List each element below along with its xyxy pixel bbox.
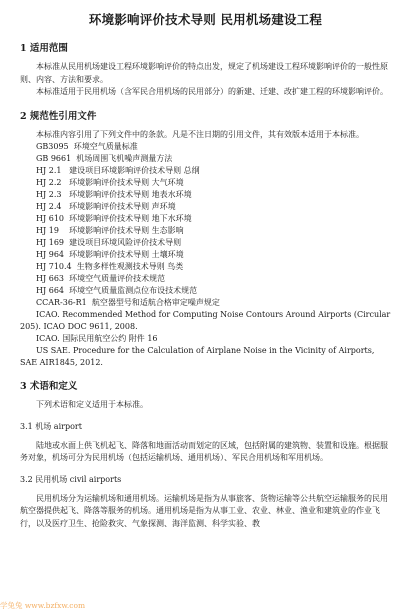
- reference-code: CCAR-36-R1: [36, 298, 87, 307]
- reference-item: [36, 261, 391, 273]
- reference-code: HJ 2.4: [36, 202, 62, 211]
- reference-item: [36, 225, 391, 237]
- reference-title: 环境影响评价技术导则 地表水环境: [69, 190, 192, 199]
- reference-title: 环境影响评价技术导则 声环境: [69, 202, 176, 211]
- reference-title: 环境空气质量标准: [73, 142, 138, 151]
- reference-item: [36, 189, 391, 201]
- reference-code: HJ 19: [36, 226, 59, 235]
- reference-item: [36, 177, 391, 189]
- reference-sae-air1845: US SAE. Procedure for the Calculation of Airplane Noise in the Vicinity of Airports, SAE AIR1845, 2012.: [20, 346, 375, 367]
- reference-list: [20, 141, 391, 309]
- reference-item: [36, 273, 391, 285]
- reference-code: HJ 169: [36, 238, 64, 247]
- reference-code: HJ 664: [36, 286, 64, 295]
- section-3-heading: 3 术语和定义: [20, 381, 78, 392]
- section-1-paragraph-1: 本标准从民用机场建设工程环境影响评价的特点出发，规定了机场建设工程环境影响评价的一般性原则、内容、方法和要求。: [20, 62, 388, 84]
- reference-title: 航空器型号和适航合格审定噪声规定: [91, 298, 220, 307]
- reference-code: GB3095: [36, 142, 69, 151]
- watermark-text: 学兔兔 www.bzfxw.com: [0, 601, 86, 610]
- reference-code: HJ 710.4: [36, 262, 72, 271]
- reference-item: [36, 201, 391, 213]
- reference-title: 环境空气质量监测点位布设技术规范: [69, 286, 198, 295]
- reference-title: 环境影响评价技术导则 土壤环境: [69, 250, 184, 259]
- reference-icao-doc9611: ICAO. Recommended Method for Computing Noise Contours Around Airports (Circular 205). ICAO DOC 9611, 2008.: [20, 310, 391, 331]
- reference-title: 环境影响评价技术导则 地下水环境: [69, 214, 192, 223]
- reference-title: 环境空气质量评价技术规范: [69, 274, 166, 283]
- reference-title: 环境影响评价技术导则 大气环境: [69, 178, 184, 187]
- section-3-intro: 下列术语和定义适用于本标准。: [36, 400, 148, 409]
- reference-title: 生物多样性观测技术导则 鸟类: [76, 262, 184, 271]
- reference-item: [36, 297, 391, 309]
- reference-icao-annex16: ICAO. 国际民用航空公约 附件 16: [36, 334, 158, 343]
- term-3-1-definition: 陆地或水面上供飞机起飞、降落和地面活动而划定的区域，包括附属的建筑物、装置和设施。根据服务对象，机场可分为民用机场（包括运输机场、通用机场）、军民合用机场和军用机场。: [20, 440, 388, 462]
- document-title: 环境影响评价技术导则 民用机场建设工程: [88, 12, 323, 27]
- reference-item: [36, 213, 391, 225]
- reference-code: GB 9661: [36, 154, 72, 163]
- reference-item: [36, 285, 391, 297]
- term-3-2-definition: 民用机场分为运输机场和通用机场。运输机场是指为从事旅客、货物运输等公共航空运输服务的民用航空器提供起飞、降落等服务的机场。通用机场是指为从事工业、农业、林业、渔业和建筑业的作业飞行，以及医疗卫生、抢险救灾、气象探测、海洋监测、科学实验、教: [20, 493, 388, 528]
- reference-code: HJ 964: [36, 250, 64, 259]
- reference-code: HJ 2.1: [36, 166, 62, 175]
- section-2-intro: 本标准内容引用了下列文件中的条款。凡是不注日期的引用文件，其有效版本适用于本标准。: [36, 129, 364, 139]
- reference-item: [36, 141, 391, 153]
- section-2-heading: 2 规范性引用文件: [20, 110, 97, 122]
- reference-title: 机场周围飞机噪声测量方法: [76, 154, 173, 163]
- reference-item: [36, 249, 391, 261]
- section-1-paragraph-2: 本标准适用于民用机场（含军民合用机场的民用部分）的新建、迁建、改扩建工程的环境影响评价。: [36, 87, 388, 96]
- term-3-1-heading: 3.1 机场 airport: [20, 421, 82, 431]
- reference-title: 建设项目环境风险评价技术导则: [69, 238, 182, 247]
- reference-item: [36, 165, 391, 177]
- term-3-2-heading: 3.2 民用机场 civil airports: [20, 474, 122, 484]
- section-1-heading: 1 适用范围: [20, 43, 68, 54]
- reference-item: [36, 153, 391, 165]
- reference-title: 建设项目环境影响评价技术导则 总纲: [69, 166, 200, 175]
- reference-code: HJ 610: [36, 214, 64, 223]
- reference-title: 环境影响评价技术导则 生态影响: [69, 226, 184, 235]
- reference-code: HJ 663: [36, 274, 64, 283]
- reference-item: [36, 237, 391, 249]
- reference-code: HJ 2.3: [36, 190, 62, 199]
- reference-code: HJ 2.2: [36, 178, 62, 187]
